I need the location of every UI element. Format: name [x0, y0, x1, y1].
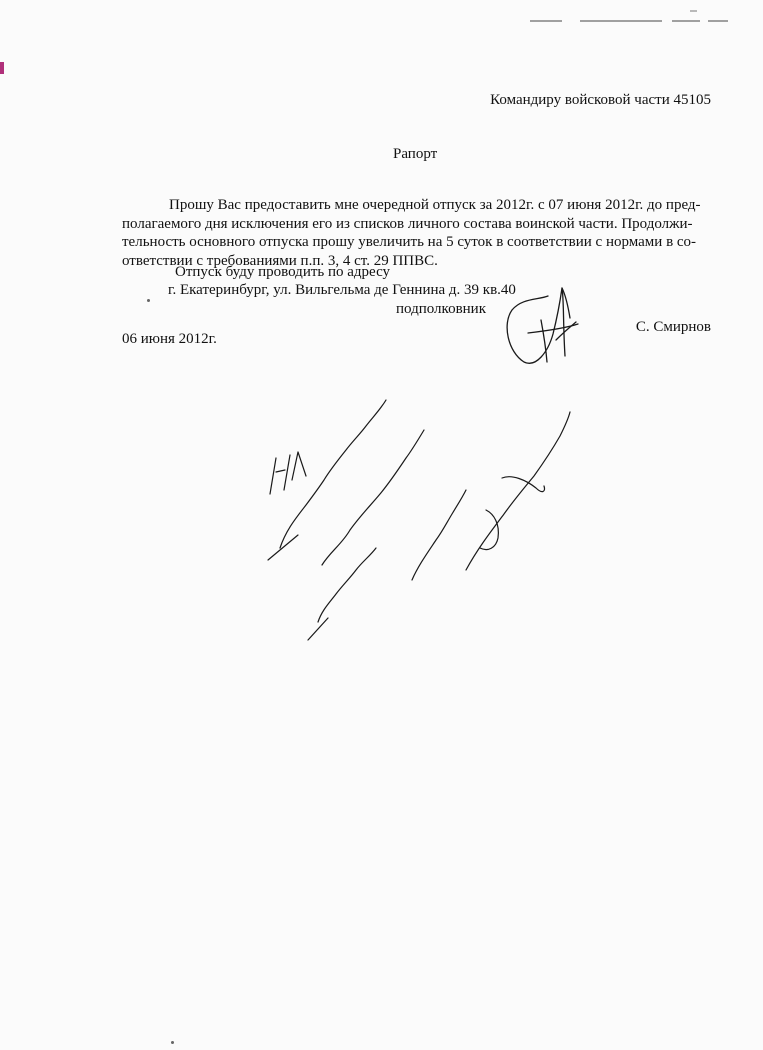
scan-speck [147, 299, 150, 302]
signature-mark [507, 288, 578, 363]
body-line-3: тельность основного отпуска прошу увеличить на 5 суток в соответствии с нормами в со- [122, 234, 697, 250]
addressee-line: Командиру войсковой части 45105 [490, 92, 711, 108]
resolution-handwriting [268, 400, 570, 640]
signer-name: С. Смирнов [635, 319, 711, 335]
body-line-1: Прошу Вас предоставить мне очередной отпуск за 2012г. с 07 июня 2012г. до пред- [169, 197, 701, 213]
report-date: 06 июня 2012г. [122, 331, 217, 347]
vacation-address-intro: Отпуск буду проводить по адресу [175, 264, 391, 280]
vacation-address: г. Екатеринбург, ул. Вильгельма де Геннина д. 39 кв.40 [168, 282, 516, 298]
signer-rank: подполковник [396, 301, 486, 317]
body-line-2: полагаемого дня исключения его из списков личного состава воинской части. Продолжи- [122, 215, 693, 232]
body-line-4: ответствии с требованиями п.п. 3, 4 ст. 29 ППВС. [122, 252, 438, 269]
scan-speck [171, 1041, 174, 1044]
document-title: Рапорт [393, 146, 438, 162]
